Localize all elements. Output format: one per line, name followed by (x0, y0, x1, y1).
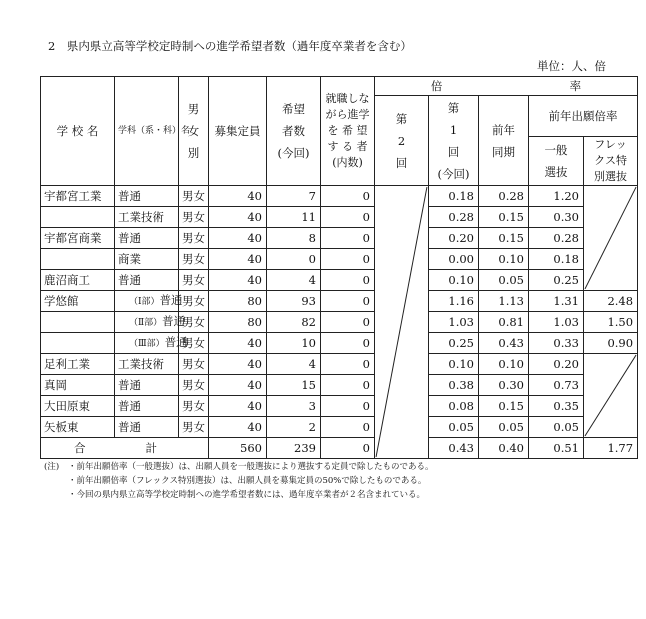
cell-total-flex: 1.77 (584, 438, 638, 459)
note-line (44, 474, 434, 488)
applicants-table (40, 76, 638, 459)
cell-quota: 40 (209, 186, 267, 207)
cell-sex: 男女 (179, 186, 209, 207)
cell-general: 1.31 (529, 291, 584, 312)
cell-prev: 0.28 (479, 186, 529, 207)
cell-general: 0.35 (529, 396, 584, 417)
cell-dept: 普通 (115, 270, 179, 291)
cell-job: 0 (321, 354, 375, 375)
header-rate-1: 倍 (430, 79, 443, 93)
cell-sex: 男女 (179, 228, 209, 249)
cell-general: 0.73 (529, 375, 584, 396)
table-row (41, 291, 638, 312)
header-hope-1: 希望 (282, 102, 305, 116)
table-row (41, 228, 638, 249)
cell-first: 1.16 (429, 291, 479, 312)
cell-dept (115, 291, 183, 312)
cell-job: 0 (321, 249, 375, 270)
cell-job: 0 (321, 291, 375, 312)
cell-quota: 40 (209, 354, 267, 375)
cell-quota: 40 (209, 207, 267, 228)
header-flex (584, 137, 638, 186)
cell-school: 足利工業 (41, 354, 115, 375)
cell-hope: 82 (267, 312, 321, 333)
header-first-1: 第 (447, 100, 460, 115)
cell-school: 鹿沼商工 (41, 270, 115, 291)
cell-quota: 80 (209, 291, 267, 312)
table-row (41, 333, 638, 354)
cell-prev: 0.05 (479, 270, 529, 291)
cell-sex: 男女 (179, 207, 209, 228)
cell-quota: 40 (209, 396, 267, 417)
header-second-1: 第 (395, 111, 408, 126)
cell-job: 0 (321, 270, 375, 291)
cell-dept (115, 312, 186, 333)
header-school: 学 校 名 (41, 77, 115, 186)
table-row (41, 312, 638, 333)
cell-sex: 男女 (179, 270, 209, 291)
cell-total-hope: 239 (267, 438, 321, 459)
cell-dept: 普通 (115, 417, 179, 438)
header-hope (267, 77, 321, 186)
cell-quota: 40 (209, 333, 267, 354)
cell-quota: 40 (209, 228, 267, 249)
cell-school: 宇都宮工業 (41, 186, 115, 207)
table-row (41, 375, 638, 396)
cell-hope: 10 (267, 333, 321, 354)
cell-first: 0.05 (429, 417, 479, 438)
total-label-b: 計 (145, 441, 157, 455)
cell-dept-name: 普通 (164, 335, 188, 349)
cell-job: 0 (321, 396, 375, 417)
header-first (429, 96, 479, 186)
cell-first: 0.10 (429, 270, 479, 291)
cell-general: 0.05 (529, 417, 584, 438)
header-second-2: 2 (397, 133, 406, 148)
header-sex-1: 男 (187, 102, 200, 116)
header-hope-2: 者数 (282, 124, 305, 138)
cell-prev: 0.15 (479, 207, 529, 228)
cell-flex: 0.90 (584, 333, 638, 354)
cell-school (41, 249, 115, 270)
diagonal-slash-flex (584, 186, 637, 290)
cell-dept: 普通 (115, 396, 179, 417)
header-flex-3: 別選抜 (594, 170, 628, 183)
cell-general: 0.30 (529, 207, 584, 228)
header-quota: 募集定員 (209, 77, 267, 186)
header-flex-1: フレッ (594, 138, 627, 151)
cell-second-empty (375, 186, 429, 459)
table-row (41, 354, 638, 375)
cell-general: 1.20 (529, 186, 584, 207)
notes (44, 460, 434, 502)
cell-dept-name: 普通 (162, 314, 186, 328)
cell-total-first: 0.43 (429, 438, 479, 459)
cell-first: 0.38 (429, 375, 479, 396)
table-body (41, 186, 638, 459)
cell-total-prev: 0.40 (479, 438, 529, 459)
cell-school: 学悠館 (41, 291, 115, 312)
cell-dept: 普通 (115, 375, 179, 396)
cell-hope: 4 (267, 270, 321, 291)
cell-flex: 2.48 (584, 291, 638, 312)
cell-school: 宇都宮商業 (41, 228, 115, 249)
cell-sex: 男女 (179, 396, 209, 417)
cell-dept-part: （Ⅲ部） (129, 339, 165, 349)
table-header (41, 77, 638, 186)
cell-first: 0.08 (429, 396, 479, 417)
cell-school (41, 333, 115, 354)
cell-quota: 40 (209, 270, 267, 291)
cell-prev: 0.10 (479, 354, 529, 375)
note-text-3: ・今回の県内県立高等学校定時制への進学希望者数には、過年度卒業者が２名含まれている。 (68, 490, 426, 500)
cell-sex: 男女 (179, 333, 209, 354)
header-prev-2: 同期 (492, 144, 515, 159)
cell-general: 0.20 (529, 354, 584, 375)
note-line (44, 488, 434, 502)
cell-flex-empty-2 (584, 354, 638, 438)
cell-sex: 男女 (179, 375, 209, 396)
cell-general: 0.25 (529, 270, 584, 291)
note-text-1: ・前年出願倍率（一般選抜）は、出願人員を一般選抜により選抜する定員で除したものである。 (68, 462, 434, 472)
cell-first: 0.00 (429, 249, 479, 270)
cell-prev: 0.30 (479, 375, 529, 396)
cell-dept-name: 普通 (159, 293, 183, 307)
cell-school (41, 207, 115, 228)
cell-dept: 普通 (115, 186, 179, 207)
cell-school (41, 312, 115, 333)
total-row (41, 438, 638, 459)
cell-job: 0 (321, 186, 375, 207)
header-rate-2: 率 (569, 79, 582, 93)
header-prev-1: 前年 (492, 122, 515, 137)
cell-hope: 3 (267, 396, 321, 417)
cell-hope: 2 (267, 417, 321, 438)
cell-general: 0.28 (529, 228, 584, 249)
cell-dept-part: （Ⅱ部） (129, 318, 163, 328)
cell-job: 0 (321, 207, 375, 228)
page-title: 2 県内県立高等学校定時制への進学希望者数（過年度卒業者を含む） (48, 39, 412, 53)
table-row (41, 270, 638, 291)
cell-school: 大田原東 (41, 396, 115, 417)
cell-prev: 0.43 (479, 333, 529, 354)
cell-hope: 8 (267, 228, 321, 249)
cell-prev: 0.10 (479, 249, 529, 270)
cell-total-label (41, 438, 209, 459)
header-prev (479, 96, 529, 186)
unit-label: 単位：人、倍 (537, 59, 606, 73)
notes-label: (注) (44, 462, 60, 472)
cell-first: 0.28 (429, 207, 479, 228)
header-jobseek-3: を 希 望 (327, 124, 368, 137)
cell-dept: 工業技術 (115, 207, 179, 228)
header-jobseek-4: す る 者 (327, 140, 368, 153)
cell-first: 1.03 (429, 312, 479, 333)
cell-hope: 7 (267, 186, 321, 207)
cell-job: 0 (321, 228, 375, 249)
cell-quota: 40 (209, 417, 267, 438)
cell-total-general: 0.51 (529, 438, 584, 459)
cell-job: 0 (321, 333, 375, 354)
cell-hope: 4 (267, 354, 321, 375)
table-container (40, 76, 638, 459)
header-jobseek-5: (内数) (332, 156, 363, 169)
cell-school: 矢板東 (41, 417, 115, 438)
cell-hope: 0 (267, 249, 321, 270)
cell-hope: 93 (267, 291, 321, 312)
header-sex-2: 女 (187, 124, 200, 138)
table-row (41, 186, 638, 207)
table-row (41, 249, 638, 270)
cell-total-job: 0 (321, 438, 375, 459)
total-label-a: 合 (74, 441, 86, 455)
cell-prev: 0.15 (479, 228, 529, 249)
cell-general: 0.18 (529, 249, 584, 270)
header-jobseek (321, 77, 375, 186)
header-first-3: 回 (447, 144, 460, 159)
header-second (375, 96, 429, 186)
cell-sex: 男女 (179, 249, 209, 270)
cell-quota: 40 (209, 375, 267, 396)
cell-dept: 工業技術 (115, 354, 179, 375)
header-first-2: 1 (449, 122, 458, 137)
cell-general: 0.33 (529, 333, 584, 354)
note-line (44, 460, 434, 474)
diagonal-slash-flex-2 (584, 354, 637, 437)
note-text-2: ・前年出願倍率（フレックス特別選抜）は、出願人員を募集定員の50%で除したものである。 (68, 476, 427, 486)
header-second-3: 回 (395, 155, 408, 170)
cell-prev: 0.81 (479, 312, 529, 333)
cell-hope: 11 (267, 207, 321, 228)
cell-dept: 普通 (115, 228, 179, 249)
header-flex-2: クス特 (594, 154, 627, 167)
cell-total-quota: 560 (209, 438, 267, 459)
header-general-2: 選抜 (544, 165, 568, 179)
table-row (41, 396, 638, 417)
cell-quota: 40 (209, 249, 267, 270)
cell-prev: 1.13 (479, 291, 529, 312)
cell-first: 0.18 (429, 186, 479, 207)
table-row (41, 207, 638, 228)
cell-first: 0.10 (429, 354, 479, 375)
header-jobseek-2: がら進学 (325, 108, 370, 121)
cell-quota: 80 (209, 312, 267, 333)
cell-flex: 1.50 (584, 312, 638, 333)
cell-dept-part: （Ⅰ部） (129, 297, 160, 307)
cell-school: 真岡 (41, 375, 115, 396)
cell-first: 0.20 (429, 228, 479, 249)
cell-job: 0 (321, 312, 375, 333)
cell-flex-empty (584, 186, 638, 291)
header-sex-3: 別 (187, 146, 200, 160)
cell-general: 1.03 (529, 312, 584, 333)
cell-first: 0.25 (429, 333, 479, 354)
cell-prev: 0.05 (479, 417, 529, 438)
header-rate (375, 77, 638, 96)
cell-job: 0 (321, 375, 375, 396)
table-row (41, 417, 638, 438)
cell-sex: 男女 (179, 312, 209, 333)
header-hope-3: (今回) (277, 146, 310, 160)
header-jobseek-1: 就職しな (325, 92, 370, 105)
cell-sex: 男女 (179, 354, 209, 375)
cell-sex: 男女 (179, 417, 209, 438)
header-first-4: (今回) (437, 166, 470, 181)
header-prev-apply: 前年出願倍率 (529, 96, 638, 137)
header-dept: 学科（系・科）名 (115, 77, 179, 186)
cell-prev: 0.15 (479, 396, 529, 417)
cell-dept: 商業 (115, 249, 179, 270)
header-general-1: 一般 (544, 143, 568, 157)
header-general (529, 137, 584, 186)
cell-sex: 男女 (179, 291, 209, 312)
cell-hope: 15 (267, 375, 321, 396)
cell-dept (115, 333, 188, 354)
diagonal-slash-second (375, 186, 428, 458)
cell-job: 0 (321, 417, 375, 438)
